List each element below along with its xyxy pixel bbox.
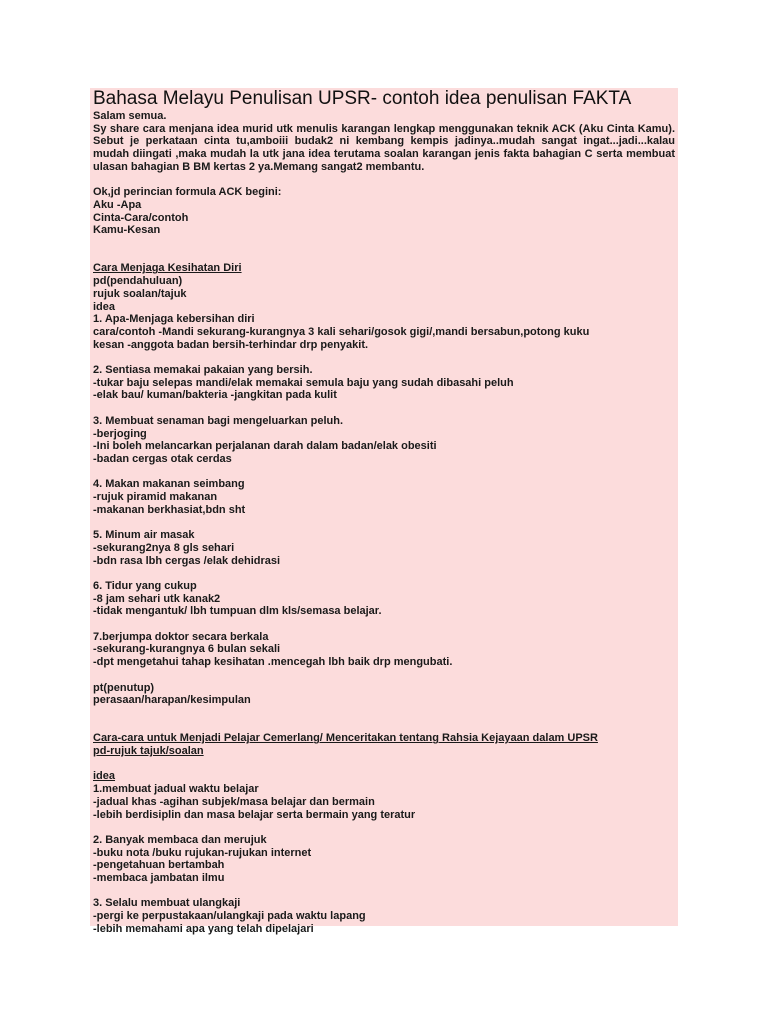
idea-heading: 3. Selalu membuat ulangkaji — [93, 897, 241, 910]
document-page — [90, 88, 678, 935]
idea-heading: 6. Tidur yang cukup — [93, 579, 197, 592]
closing-detail: perasaan/harapan/kesimpulan — [93, 694, 251, 707]
idea-point: cara/contoh -Mandi sekurang-kurangnya 3 kali sehari/gosok gigi/,mandi bersabun,potong kuku — [93, 325, 590, 338]
idea-label: idea — [93, 770, 116, 783]
section-title: Cara-cara untuk Menjadi Pelajar Cemerlang/ Menceritakan tentang Rahsia Kejayaan dalam UPSR — [93, 732, 598, 745]
idea-point: -lebih memahami apa yang telah dipelajari — [93, 922, 314, 935]
idea-heading: 7.berjumpa doktor secara berkala — [93, 630, 269, 643]
idea-point: -jadual khas -agihan subjek/masa belajar dan bermain — [93, 795, 375, 808]
formula-line: Kamu-Kesan — [93, 224, 161, 237]
section-title: Cara Menjaga Kesihatan Diri — [93, 262, 242, 275]
idea-heading: 3. Membuat senaman bagi mengeluarkan peluh. — [93, 414, 344, 427]
intro-paragraph: Sy share cara menjana idea murid utk menulis karangan lengkap menggunakan teknik ACK (Aku Cinta Kamu). Sebut je perkataan cinta tu,amboiii budak2 ni kembang kempis jadinya..mudah sangat ingat...jadi...kalau mudah diingati ,maka mudah la utk jana idea terutama soalan karangan jenis fakta bahagian C serta membuat ulasan bahagian B BM kertas 2 ya.Memang sangat2 membantu. — [93, 122, 675, 173]
intro-label: pd(pendahuluan) — [93, 275, 183, 288]
idea-point: -elak bau/ kuman/bakteria -jangkitan pada kulit — [93, 389, 337, 402]
idea-point: -Ini boleh melancarkan perjalanan darah dalam badan/elak obesiti — [93, 440, 437, 453]
formula-line: Aku -Apa — [93, 198, 142, 211]
idea-heading: 4. Makan makanan seimbang — [93, 478, 245, 491]
idea-point: -sekurang2nya 8 gls sehari — [93, 541, 235, 554]
document-title: Bahasa Melayu Penulisan UPSR- contoh idea penulisan FAKTA — [93, 88, 632, 109]
idea-point: -pergi ke perpustakaan/ulangkaji pada waktu lapang — [93, 910, 366, 923]
idea-label: idea — [93, 300, 116, 313]
idea-point: -sekurang-kurangnya 6 bulan sekali — [93, 643, 281, 656]
idea-point: -makanan berkhasiat,bdn sht — [93, 503, 246, 516]
idea-point: -lebih berdisiplin dan masa belajar serta bermain yang teratur — [93, 808, 416, 821]
idea-heading: 2. Banyak membaca dan merujuk — [93, 833, 267, 846]
intro-label: pd-rujuk tajuk/soalan — [93, 745, 204, 757]
idea-point: -rujuk piramid makanan — [93, 491, 218, 504]
idea-heading: 1.membuat jadual waktu belajar — [93, 783, 259, 796]
idea-heading: 1. Apa-Menjaga kebersihan diri — [93, 313, 255, 326]
idea-point: -membaca jambatan ilmu — [93, 872, 225, 884]
greeting: Salam semua. — [93, 110, 167, 122]
idea-heading: 2. Sentiasa memakai pakaian yang bersih. — [93, 364, 313, 377]
idea-point: -dpt mengetahui tahap kesihatan .mencegah lbh baik drp mengubati. — [93, 656, 453, 669]
rujuk-label: rujuk soalan/tajuk — [93, 287, 187, 300]
idea-point: -badan cergas otak cerdas — [93, 452, 232, 465]
idea-point: kesan -anggota badan bersih-terhindar drp penyakit. — [93, 338, 369, 351]
formula-heading: Ok,jd perincian formula ACK begini: — [93, 186, 282, 199]
idea-point: -bdn rasa lbh cergas /elak dehidrasi — [93, 554, 281, 567]
idea-point: -tukar baju selepas mandi/elak memakai semula baju yang sudah dibasahi peluh — [93, 376, 514, 389]
idea-point: -8 jam sehari utk kanak2 — [93, 592, 221, 605]
idea-point: -berjoging — [93, 427, 147, 440]
idea-point: -pengetahuan bertambah — [93, 859, 225, 872]
formula-line: Cinta-Cara/contoh — [93, 211, 189, 224]
idea-point: -tidak mengantuk/ lbh tumpuan dlm kls/semasa belajar. — [93, 605, 382, 618]
closing-label: pt(penutup) — [93, 681, 155, 694]
idea-heading: 5. Minum air masak — [93, 529, 195, 542]
idea-point: -buku nota /buku rujukan-rujukan internet — [93, 846, 312, 859]
